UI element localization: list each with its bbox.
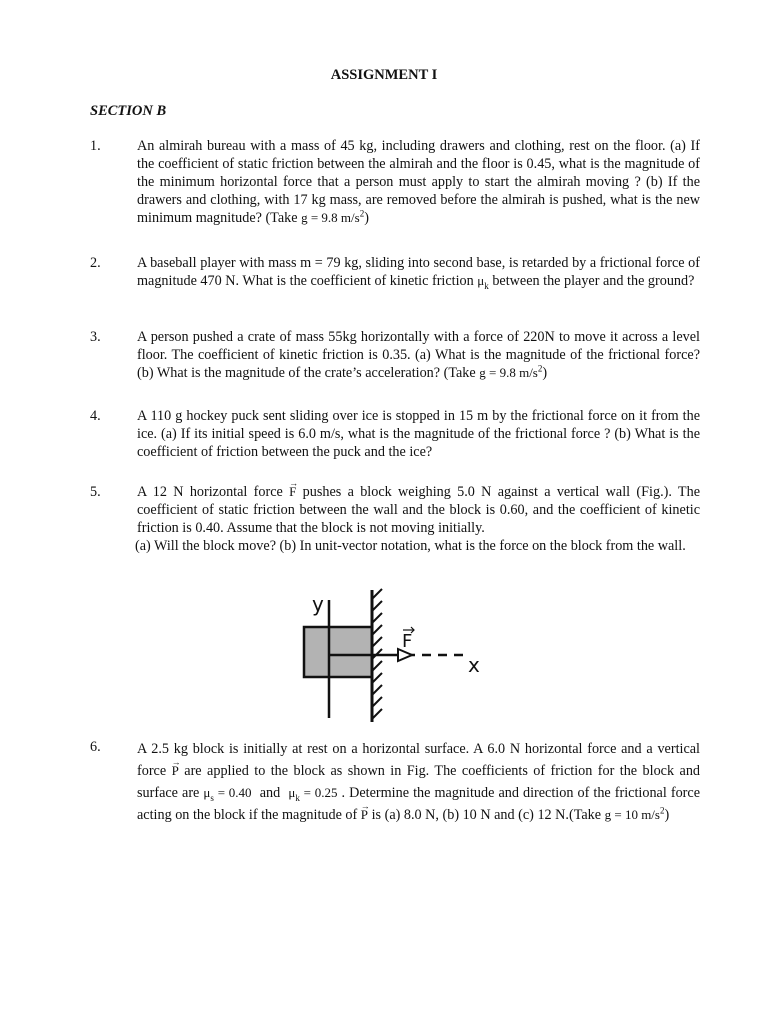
question-3	[90, 328, 700, 382]
mu-s-subscript: s	[210, 792, 214, 803]
question-text-cont: between the player and the ground?	[488, 273, 695, 289]
question-number: 5.	[90, 484, 101, 500]
question-text-cont: are applied to the block as shown in Fig. The coefficients of friction for the block and surface are	[137, 763, 701, 801]
question-text-cont2: . Determine the magnitude and direction of the frictional force acting on the block if the magnitude of	[137, 785, 700, 823]
mu-s-symbol: μ	[203, 785, 211, 800]
question-1	[90, 137, 700, 227]
exponent: 2	[537, 363, 543, 374]
mu-s-value: = 0.40	[213, 785, 252, 800]
mu-subscript: k	[484, 280, 489, 291]
block	[304, 627, 372, 677]
question-4	[90, 407, 700, 461]
question-number: 2.	[90, 255, 101, 271]
p-vector-symbol: → P	[172, 760, 179, 782]
gravity-expression: g = 10 m/s	[604, 807, 660, 822]
force-label: F	[402, 631, 413, 652]
exponent: 2	[659, 805, 665, 816]
question-subparts: (a) Will the block move? (b) In unit-vector notation, what is the force on the block from the wall.	[135, 538, 686, 554]
question-text: A 2.5 kg block is initially at rest on a horizontal surface. A 6.0 N horizontal force and a vertical force	[137, 741, 700, 779]
question-text: An almirah bureau with a mass of 45 kg, including drawers and clothing, rest on the floor. (a) If the coefficient of static friction between the almirah and the floor is 0.45, what is the magnitude of the minimum horizontal force that a person must apply to start the almirah moving ? (b) If the drawers and clothing, with 17 kg mass, are removed before the almirah is pushed, what is the new minimum magnitude? (Take	[137, 138, 700, 226]
x-axis-label: x	[468, 653, 480, 677]
mu-symbol: μ	[477, 273, 485, 288]
question-number: 1.	[90, 138, 101, 154]
closing-paren: )	[364, 210, 369, 226]
closing-paren: )	[664, 807, 670, 823]
question-text-cont: pushes a block weighing 5.0 N against a vertical wall (Fig.). The coefficient of static friction between the wall and the block is 0.60, and the coefficient of kinetic friction is 0.40. Assume that the block is not moving initially.	[137, 484, 700, 536]
question-text: A 110 g hockey puck sent sliding over ice is stopped in 15 m by the frictional force on it from the ice. (a) If its initial speed is 6.0 m/s, what is the magnitude of the frictional force ? (b) What is the coefficient of friction between the puck and the ice?	[137, 408, 700, 460]
block-wall-figure	[298, 585, 488, 725]
p-vector-symbol-2: → P	[361, 804, 368, 826]
question-text: A person pushed a crate of mass 55kg horizontally with a force of 220N to move it across a level floor. The coefficient of kinetic friction is 0.35. (a) What is the magnitude of the frictional force? (b) What is the magnitude of the crate’s acceleration? (Take	[137, 329, 700, 381]
gravity-expression: g = 9.8 m/s	[479, 365, 538, 380]
question-2	[90, 254, 700, 290]
question-number: 6.	[90, 739, 101, 755]
mu-k-subscript: k	[295, 792, 300, 803]
exponent: 2	[359, 208, 365, 219]
force-vector-symbol: → F	[289, 483, 296, 501]
closing-paren: )	[542, 365, 548, 381]
section-heading: SECTION B	[90, 103, 167, 119]
mu-k-value: = 0.25	[299, 785, 338, 800]
y-axis-label: y	[312, 592, 324, 616]
question-6	[90, 738, 700, 826]
question-5	[90, 483, 700, 555]
question-text-cont3: is (a) 8.0 N, (b) 10 N and (c) 12 N.(Take	[368, 807, 605, 823]
question-number: 4.	[90, 408, 101, 424]
gravity-expression: g = 9.8 m/s	[301, 210, 360, 225]
mu-k-symbol: μ	[288, 785, 296, 800]
question-text: A 12 N horizontal force	[137, 484, 290, 500]
question-text: A baseball player with mass m = 79 kg, sliding into second base, is retarded by a frictional force of magnitude 470 N. What is the coefficient of kinetic friction	[137, 255, 700, 289]
and-text: and	[251, 785, 289, 801]
question-number: 3.	[90, 329, 101, 345]
assignment-title: ASSIGNMENT I	[330, 67, 438, 83]
